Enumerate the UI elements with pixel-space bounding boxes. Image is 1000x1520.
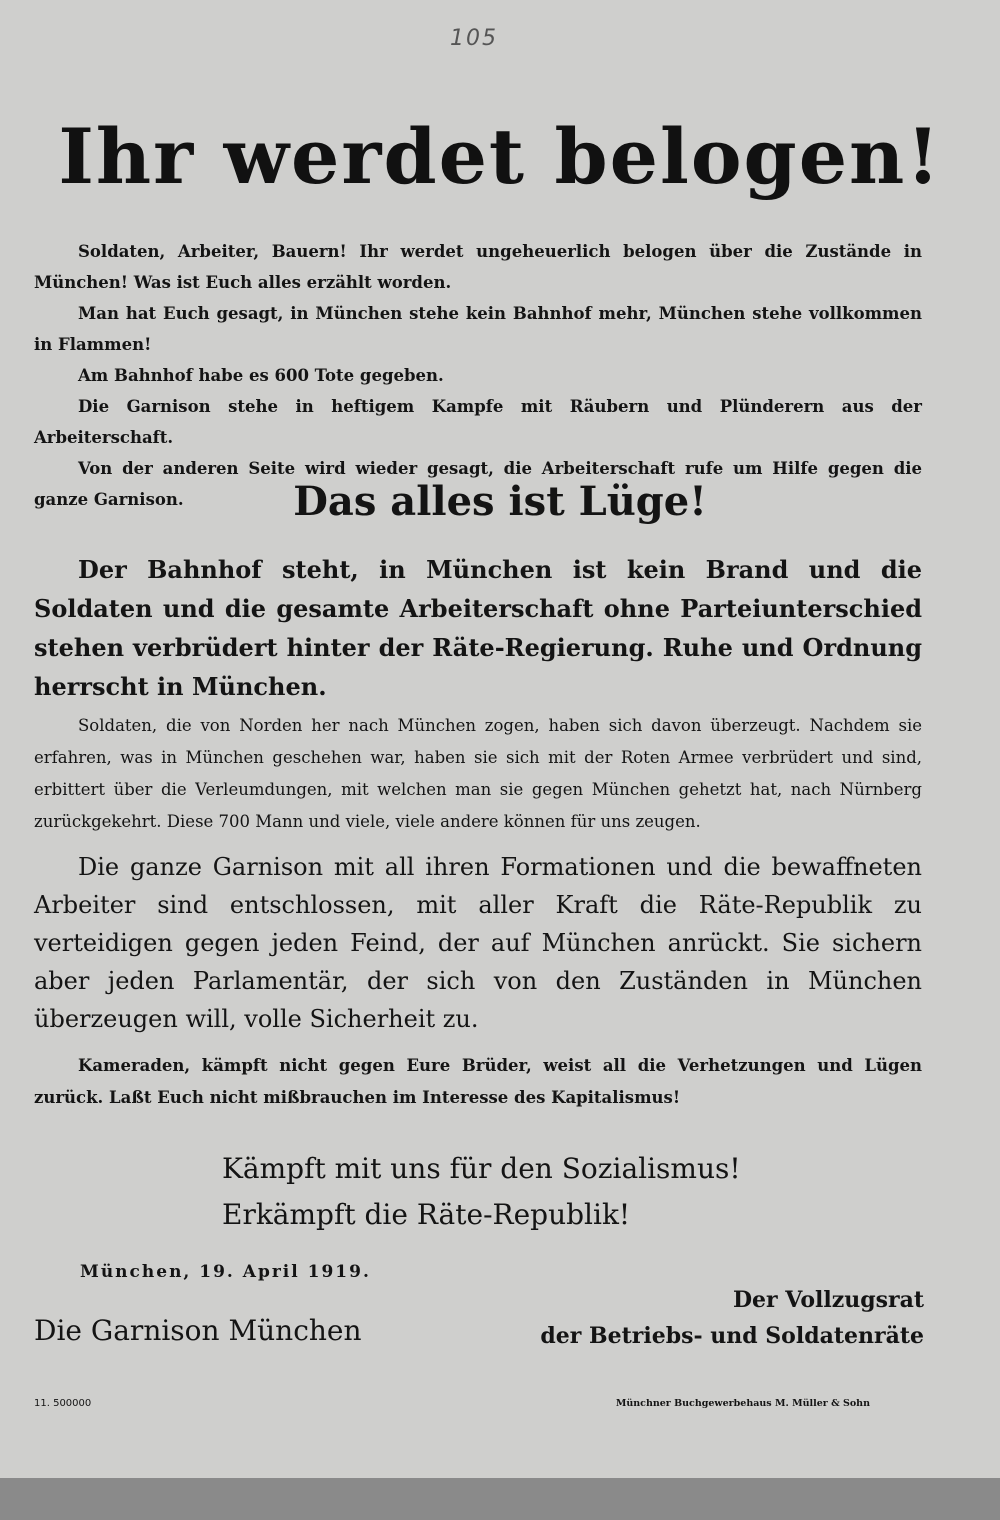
intro-paragraph: Soldaten, Arbeiter, Bauern! Ihr werdet ungeheuerlich belogen über die Zustände in München! Was ist Euch alles erzählt worden. [34, 242, 922, 292]
printer-imprint: Münchner Buchgewerbehaus M. Müller & Sohn [615, 1398, 870, 1409]
poster-subheadline: Das alles ist Lüge! [293, 478, 707, 525]
signature-council-line: Der Vollzugsrat [732, 1287, 924, 1313]
signature-council [540, 1282, 924, 1354]
slogans [222, 1146, 782, 1238]
intro-paragraph: Man hat Euch gesagt, in München stehe kein Bahnhof mehr, München stehe vollkommen in Flammen! [34, 304, 922, 354]
intro-paragraph: Die Garnison stehe in heftigem Kampfe mit Räubern und Plünderern aus der Arbeiterschaft. [34, 397, 922, 447]
intro-paragraph: Am Bahnhof habe es 600 Tote gegeben. [78, 366, 444, 385]
bold-statement: Der Bahnhof steht, in München ist kein Brand und die Soldaten und die gesamte Arbeiterschaft ohne Parteiunterschied stehen verbrüdert hinter der Räte-Regierung. Ruhe und Ordnung herrscht in München. [34, 555, 922, 701]
signature-garrison: Die Garnison München [34, 1314, 362, 1347]
soldiers-paragraph: Soldaten, die von Norden her nach München zogen, haben sich davon überzeugt. Nachdem sie erfahren, was in München geschehen war, haben sie sich mit der Roten Armee verbrüdert und sind, erbittert über die Verleumdungen, mit welchen man sie gegen München gehetzt hat, nach Nürnberg zurückgekehrt. Diese 700 Mann und viele, viele andere können für uns zeugen. [34, 716, 922, 831]
slogan-line: Kämpft mit uns für den Sozialismus! [222, 1152, 741, 1185]
print-run-number: 11. 500000 [34, 1398, 92, 1409]
page-number: 105 [450, 26, 498, 51]
signature-council-line: der Betriebs- und Soldatenräte [540, 1323, 924, 1349]
scan-background [0, 1478, 1000, 1520]
intro-paragraph: Von der anderen Seite wird wieder gesagt, die Arbeiterschaft rufe um Hilfe gegen die ganze Garnison. [34, 459, 922, 509]
poster-headline: Ihr werdet belogen! [58, 112, 942, 201]
garrison-paragraph: Die ganze Garnison mit all ihren Formationen und die bewaffneten Arbeiter sind entschlossen, mit aller Kraft die Räte-Republik zu verteidigen gegen jeden Feind, der auf München anrückt. Sie sichern aber jeden Parlamentär, der sich von den Zuständen in München überzeugen will, volle Sicherheit zu. [34, 853, 922, 1033]
comrades-paragraph: Kameraden, kämpft nicht gegen Eure Brüder, weist all die Verhetzungen und Lügen zurück. Laßt Euch nicht mißbrauchen im Interesse des Kapitalismus! [34, 1056, 922, 1107]
slogan-line: Erkämpft die Räte-Republik! [222, 1198, 631, 1231]
intro-section [34, 236, 922, 515]
date-line: München, 19. April 1919. [80, 1262, 371, 1282]
